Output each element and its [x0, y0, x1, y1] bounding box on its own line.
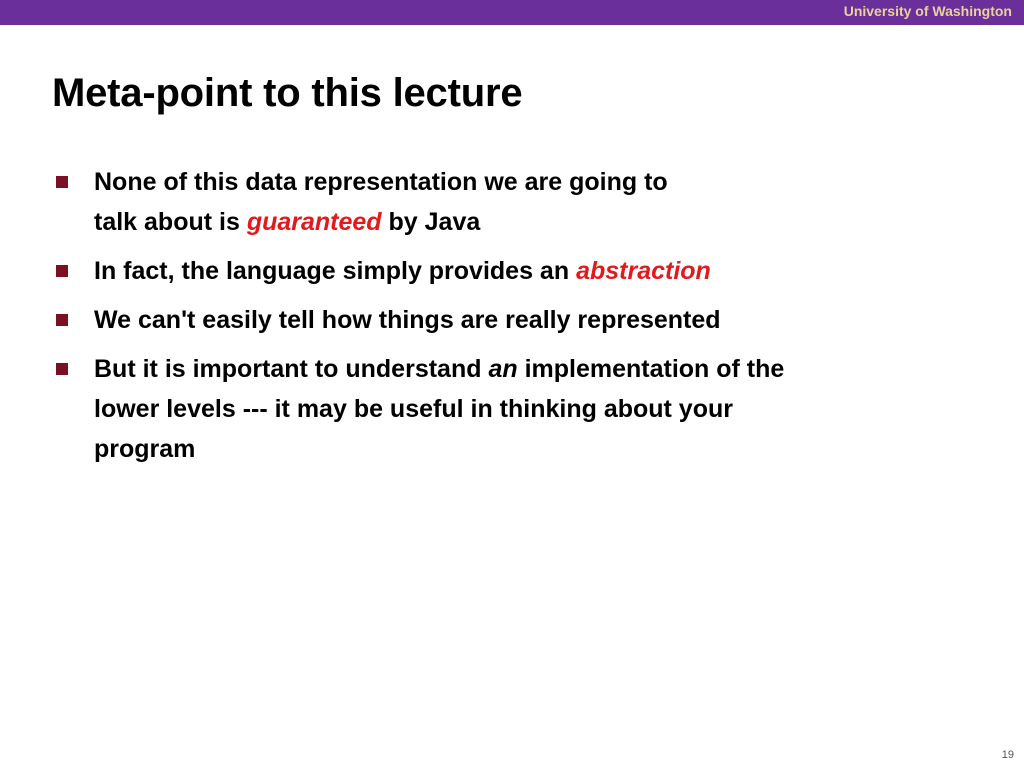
bullet-text: program: [94, 435, 196, 463]
bullet-text: None of this data representation we are going to: [94, 168, 668, 196]
square-bullet-icon: [56, 176, 68, 188]
bullet-item-implementation: [56, 349, 976, 469]
bullet-item-guarantee: [56, 162, 976, 242]
bullet-text: We can't easily tell how things are really represented: [94, 306, 721, 334]
bullet-text: lower levels --- it may be useful in thinking about your: [94, 395, 733, 423]
header-bar: [0, 0, 1024, 25]
page-number: 19: [1001, 749, 1014, 761]
bullet-text: But it is important to understand: [94, 355, 489, 383]
square-bullet-icon: [56, 314, 68, 326]
bullet-item-abstraction: [56, 251, 976, 291]
bullet-item-representation: [56, 300, 976, 340]
organization-name: University of Washington: [843, 3, 1012, 19]
bullet-text: talk about is: [94, 208, 247, 236]
square-bullet-icon: [56, 265, 68, 277]
bullet-text: In fact, the language simply provides an: [94, 257, 577, 285]
emphasis-text: an: [488, 355, 518, 383]
slide-title: Meta-point to this lecture: [52, 71, 523, 115]
emphasis-text: abstraction: [576, 257, 711, 285]
emphasis-text: guaranteed: [246, 208, 382, 236]
bullet-text: implementation of the: [517, 355, 785, 383]
square-bullet-icon: [56, 363, 68, 375]
bullet-list: [56, 162, 976, 478]
bullet-text: by Java: [381, 208, 481, 236]
